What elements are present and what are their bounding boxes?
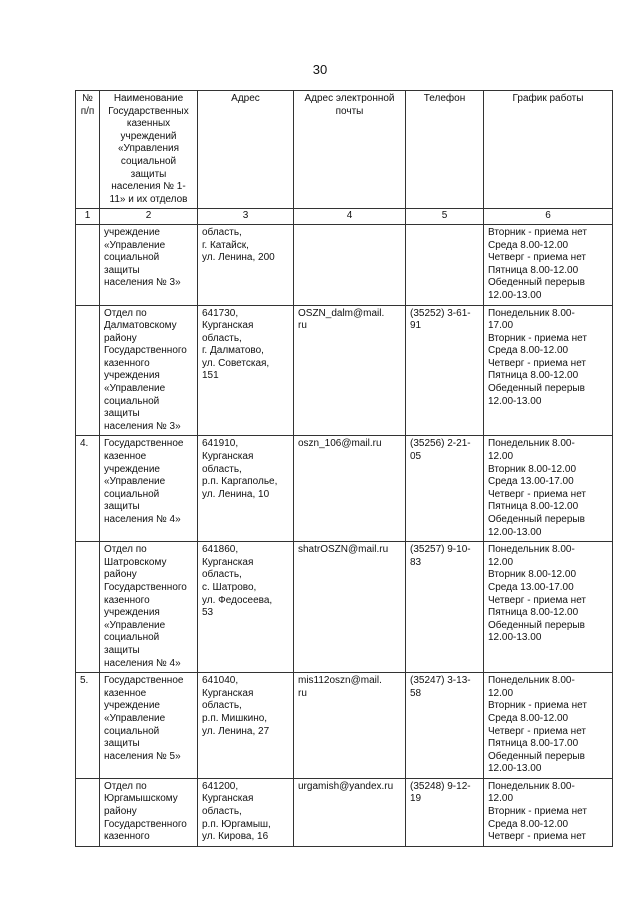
address: область, г. Катайск, ул. Ленина, 200	[198, 224, 294, 305]
header-schedule: График работы	[484, 91, 613, 209]
email: mis112oszn@mail. ru	[294, 673, 406, 779]
table-header-row	[76, 91, 613, 209]
phone	[406, 224, 484, 305]
address: 641040, Курганская область, р.п. Мишкино, ул. Ленина, 27	[198, 673, 294, 779]
header-address: Адрес	[198, 91, 294, 209]
institution-name: Отдел по Шатровскому району Государственного казенного учреждения «Управление социальной защиты населения № 4»	[100, 542, 198, 673]
institution-name: учреждение «Управление социальной защиты населения № 3»	[100, 224, 198, 305]
column-number: 5	[406, 209, 484, 225]
phone: (35248) 9-12- 19	[406, 778, 484, 846]
table-row	[76, 305, 613, 436]
institutions-table	[75, 90, 613, 847]
column-number: 2	[100, 209, 198, 225]
schedule: Понедельник 8.00- 12.00 Вторник 8.00-12.00 Среда 13.00-17.00 Четверг - приема нет Пятница 8.00-12.00 Обеденный перерыв 12.00-13.00	[484, 542, 613, 673]
schedule: Понедельник 8.00- 12.00 Вторник 8.00-12.00 Среда 13.00-17.00 Четверг - приема нет Пятница 8.00-12.00 Обеденный перерыв 12.00-13.00	[484, 436, 613, 542]
table-row	[76, 778, 613, 846]
table-row	[76, 224, 613, 305]
header-name: Наименование Государственных казенных учреждений «Управления социальной защиты населения № 1- 11» и их отделов	[100, 91, 198, 209]
schedule: Понедельник 8.00- 12.00 Вторник - приема нет Среда 8.00-12.00 Четверг - приема нет Пятница 8.00-17.00 Обеденный перерыв 12.00-13.00	[484, 673, 613, 779]
column-number: 4	[294, 209, 406, 225]
address: 641860, Курганская область, с. Шатрово, ул. Федосеева, 53	[198, 542, 294, 673]
schedule: Понедельник 8.00- 12.00 Вторник - приема нет Среда 8.00-12.00 Четверг - приема нет	[484, 778, 613, 846]
address: 641730, Курганская область, г. Далматово, ул. Советская, 151	[198, 305, 294, 436]
email	[294, 224, 406, 305]
column-number: 1	[76, 209, 100, 225]
schedule: Понедельник 8.00- 17.00 Вторник - приема нет Среда 8.00-12.00 Четверг - приема нет Пятница 8.00-12.00 Обеденный перерыв 12.00-13.00	[484, 305, 613, 436]
phone: (35247) 3-13- 58	[406, 673, 484, 779]
phone: (35256) 2-21- 05	[406, 436, 484, 542]
column-number: 6	[484, 209, 613, 225]
email: urgamish@yandex.ru	[294, 778, 406, 846]
page-number: 30	[312, 62, 328, 77]
table-row	[76, 436, 613, 542]
row-number	[76, 224, 100, 305]
address: 641200, Курганская область, р.п. Юргамыш, ул. Кирова, 16	[198, 778, 294, 846]
phone: (35252) 3-61- 91	[406, 305, 484, 436]
schedule: Вторник - приема нет Среда 8.00-12.00 Четверг - приема нет Пятница 8.00-12.00 Обеденный перерыв 12.00-13.00	[484, 224, 613, 305]
header-email: Адрес электронной почты	[294, 91, 406, 209]
institution-name: Отдел по Далматовскому району Государственного казенного учреждения «Управление социальной защиты населения № 3»	[100, 305, 198, 436]
row-number: 4.	[76, 436, 100, 542]
header-number: № п/п	[76, 91, 100, 209]
email: OSZN_dalm@mail. ru	[294, 305, 406, 436]
institution-name: Государственное казенное учреждение «Управление социальной защиты населения № 4»	[100, 436, 198, 542]
column-number: 3	[198, 209, 294, 225]
table-row	[76, 542, 613, 673]
row-number	[76, 305, 100, 436]
row-number	[76, 542, 100, 673]
phone: (35257) 9-10- 83	[406, 542, 484, 673]
address: 641910, Курганская область, р.п. Каргаполье, ул. Ленина, 10	[198, 436, 294, 542]
email: oszn_106@mail.ru	[294, 436, 406, 542]
institution-name: Государственное казенное учреждение «Управление социальной защиты населения № 5»	[100, 673, 198, 779]
column-number-row	[76, 209, 613, 225]
email: shatrOSZN@mail.ru	[294, 542, 406, 673]
table-row	[76, 673, 613, 779]
header-phone: Телефон	[406, 91, 484, 209]
row-number	[76, 778, 100, 846]
institution-name: Отдел по Юргамышскому району Государственного казенного	[100, 778, 198, 846]
row-number: 5.	[76, 673, 100, 779]
